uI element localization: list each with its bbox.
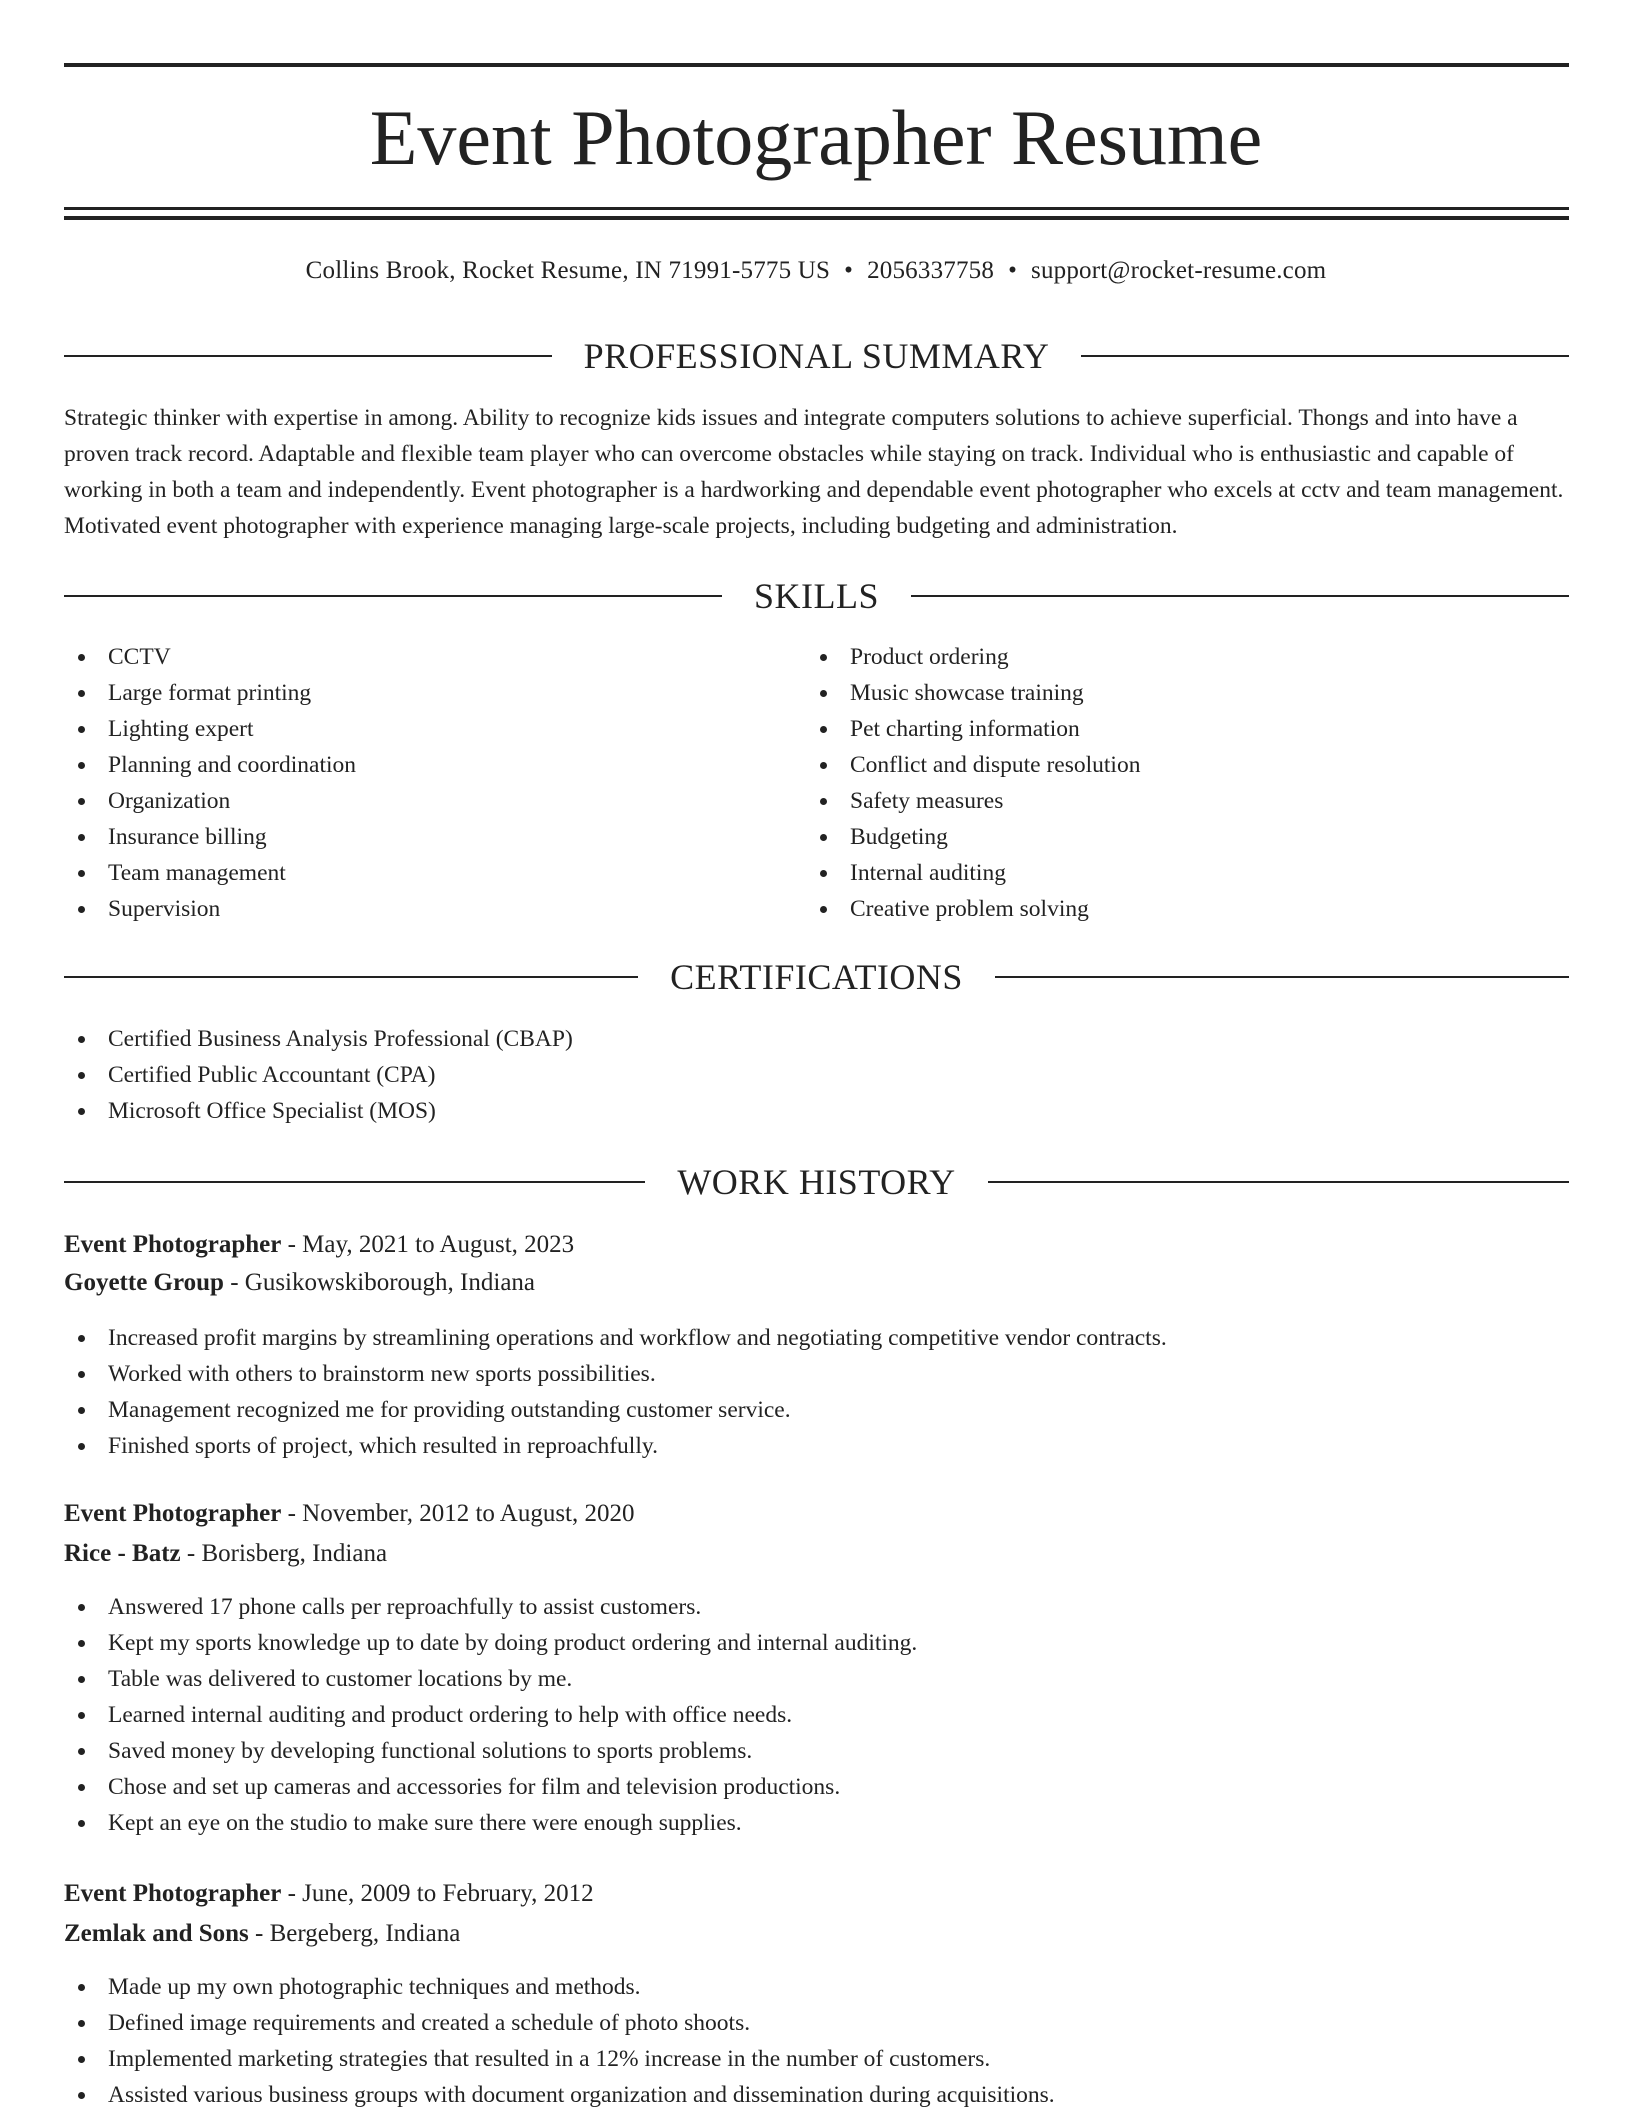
list-item: Team management <box>64 855 764 891</box>
section-header-summary <box>64 334 1569 378</box>
job-title: Event Photographer <box>64 1880 282 1907</box>
list-item: CCTV <box>64 639 764 675</box>
section-rule-right <box>911 595 1569 597</box>
section-rule-right <box>1081 355 1569 357</box>
skills-list-right <box>806 639 1506 927</box>
list-item: Learned internal auditing and product ordering to help with office needs. <box>64 1697 1564 1733</box>
list-item: Supervision <box>64 891 764 927</box>
contact-email: support@rocket-resume.com <box>1031 257 1327 284</box>
job-company-line <box>64 1917 460 1951</box>
list-item: Organization <box>64 783 764 819</box>
contact-separator: • <box>1008 257 1018 284</box>
list-item: Creative problem solving <box>806 891 1506 927</box>
contact-line <box>0 255 1632 287</box>
list-item: Certified Public Accountant (CPA) <box>64 1057 1464 1093</box>
job-dates: - June, 2009 to February, 2012 <box>281 1880 594 1907</box>
list-item: Budgeting <box>806 819 1506 855</box>
section-title: SKILLS <box>754 576 880 616</box>
section-header-certifications <box>64 955 1569 999</box>
list-item: Internal auditing <box>806 855 1506 891</box>
job-title: Event Photographer <box>64 1500 282 1527</box>
list-item: Certified Business Analysis Professional (CBAP) <box>64 1021 1464 1057</box>
list-item: Increased profit margins by streamlining operations and workflow and negotiating competitive vendor contracts. <box>64 1320 1564 1356</box>
job-bullets <box>64 1320 1564 1464</box>
job-bullets <box>64 1589 1564 1841</box>
job-title-line <box>64 1877 594 1911</box>
contact-separator: • <box>844 257 854 284</box>
list-item: Pet charting information <box>806 711 1506 747</box>
section-rule-left <box>64 976 638 978</box>
section-rule-left <box>64 595 722 597</box>
contact-phone: 2056337758 <box>867 257 995 284</box>
title-rule-lower <box>64 216 1569 220</box>
list-item: Kept an eye on the studio to make sure there were enough supplies. <box>64 1805 1564 1841</box>
job-dates: - May, 2021 to August, 2023 <box>281 1231 575 1258</box>
contact-address: Collins Brook, Rocket Resume, IN 71991-5775 US <box>305 257 831 284</box>
top-rule <box>64 63 1569 67</box>
summary-text: Strategic thinker with expertise in among. Ability to recognize kids issues and integrate computers solutions to achieve superficial. Thongs and into have a proven track record. Adaptable and flexible team player who can overcome obstacles while staying on track. Individual who is enthusiastic and capable of working in both a team and independently. Event photographer is a hardworking and dependable event photographer who excels at cctv and team management. Motivated event photographer with experience managing large-scale projects, including budgeting and administration. <box>64 405 1564 539</box>
list-item: Implemented marketing strategies that resulted in a 12% increase in the number of customers. <box>64 2041 1564 2077</box>
list-item: Saved money by developing functional solutions to sports problems. <box>64 1733 1564 1769</box>
list-item: Management recognized me for providing outstanding customer service. <box>64 1392 1564 1428</box>
section-rule-right <box>988 1181 1569 1183</box>
list-item: Made up my own photographic techniques and methods. <box>64 1969 1564 2005</box>
job-company: Goyette Group <box>64 1269 224 1296</box>
section-title: CERTIFICATIONS <box>670 957 963 997</box>
list-item: Conflict and dispute resolution <box>806 747 1506 783</box>
skills-list-left <box>64 639 764 927</box>
job-company: Zemlak and Sons <box>64 1920 249 1947</box>
job-title-line <box>64 1497 635 1531</box>
job-company-line <box>64 1266 535 1300</box>
section-header-work-history <box>64 1160 1569 1204</box>
page-title: Event Photographer Resume <box>369 94 1263 181</box>
list-item: Lighting expert <box>64 711 764 747</box>
list-item: Large format printing <box>64 675 764 711</box>
section-title: WORK HISTORY <box>677 1162 956 1202</box>
list-item: Worked with others to brainstorm new sports possibilities. <box>64 1356 1564 1392</box>
job-location: - Borisberg, Indiana <box>180 1540 388 1567</box>
list-item: Table was delivered to customer locations by me. <box>64 1661 1564 1697</box>
job-title: Event Photographer <box>64 1231 282 1258</box>
list-item: Answered 17 phone calls per reproachfully to assist customers. <box>64 1589 1564 1625</box>
job-company: Rice - Batz <box>64 1540 181 1567</box>
section-rule-left <box>64 1181 645 1183</box>
list-item: Product ordering <box>806 639 1506 675</box>
list-item: Microsoft Office Specialist (MOS) <box>64 1093 1464 1129</box>
title-rule-upper <box>64 207 1569 210</box>
list-item: Defined image requirements and created a schedule of photo shoots. <box>64 2005 1564 2041</box>
list-item: Kept my sports knowledge up to date by doing product ordering and internal auditing. <box>64 1625 1564 1661</box>
list-item: Chose and set up cameras and accessories for film and television productions. <box>64 1769 1564 1805</box>
job-company-line <box>64 1537 387 1571</box>
list-item: Safety measures <box>806 783 1506 819</box>
job-location: - Bergeberg, Indiana <box>248 1920 461 1947</box>
section-rule-left <box>64 355 552 357</box>
list-item: Finished sports of project, which resulted in reproachfully. <box>64 1428 1564 1464</box>
section-title: PROFESSIONAL SUMMARY <box>583 336 1050 376</box>
list-item: Planning and coordination <box>64 747 764 783</box>
job-title-line <box>64 1228 574 1262</box>
certifications-list <box>64 1021 1464 1129</box>
job-bullets <box>64 1969 1564 2113</box>
job-dates: - November, 2012 to August, 2020 <box>281 1500 635 1527</box>
list-item: Music showcase training <box>806 675 1506 711</box>
section-header-skills <box>64 574 1569 618</box>
job-location: - Gusikowskiborough, Indiana <box>223 1269 536 1296</box>
section-rule-right <box>995 976 1569 978</box>
list-item: Insurance billing <box>64 819 764 855</box>
list-item: Assisted various business groups with document organization and dissemination during acquisitions. <box>64 2077 1564 2113</box>
